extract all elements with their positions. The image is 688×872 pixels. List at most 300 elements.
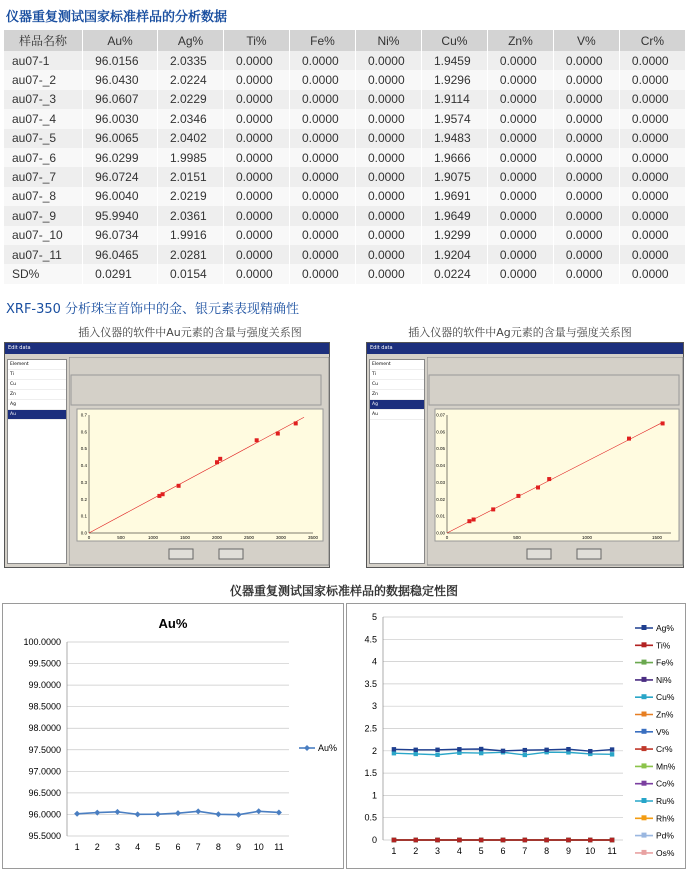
data-point [610, 752, 614, 756]
table-header-cell: 样品名称 [4, 30, 83, 51]
data-point [414, 748, 418, 752]
table-cell: 0.0000 [619, 109, 685, 128]
data-point [414, 838, 418, 842]
table-cell: 0.0000 [289, 245, 355, 264]
legend-marker [642, 694, 647, 699]
table-cell: 2.0281 [158, 245, 224, 264]
table-cell: 0.0000 [487, 226, 553, 245]
y-tick-label: 0.6 [80, 429, 87, 435]
data-point [479, 747, 483, 751]
data-point [236, 812, 242, 818]
legend-marker [642, 729, 647, 734]
x-tick-label: 500 [513, 535, 521, 540]
x-tick-label: 9 [565, 846, 571, 856]
table-cell: 0.0000 [553, 70, 619, 89]
data-point [523, 748, 527, 752]
table-cell: 96.0734 [83, 226, 158, 245]
table-cell: 1.9666 [421, 148, 487, 167]
table-body [4, 51, 686, 284]
data-table [4, 30, 686, 284]
table-cell: 0.0000 [619, 90, 685, 109]
table-cell: 0.0000 [289, 109, 355, 128]
x-tick-label: 8 [544, 846, 550, 856]
data-point [536, 485, 540, 489]
table-cell: 0.0000 [487, 187, 553, 206]
table-cell: 1.9916 [158, 226, 224, 245]
y-tick-label: 1 [371, 790, 377, 801]
table-cell: 2.0361 [158, 206, 224, 225]
table-cell: 2.0402 [158, 129, 224, 148]
table-cell: 0.0000 [355, 70, 421, 89]
table-cell: 0.0000 [487, 70, 553, 89]
table-row [4, 148, 686, 167]
table-cell: 0.0000 [289, 51, 355, 70]
table-cell: 0.0000 [223, 245, 289, 264]
table-cell: 0.0000 [487, 245, 553, 264]
x-tick-label: 9 [236, 842, 242, 852]
table-cell: 0.0000 [289, 148, 355, 167]
data-point [215, 811, 221, 817]
table-cell: 0.0000 [355, 245, 421, 264]
table-cell: 0.0000 [619, 129, 685, 148]
data-point [491, 507, 495, 511]
y-tick-label: 0.04 [436, 463, 445, 469]
x-tick-label: 10 [253, 842, 264, 852]
y-tick-label: 4 [371, 656, 377, 667]
table-cell: 0.0000 [223, 70, 289, 89]
table-cell: 0.0000 [355, 206, 421, 225]
calibration-panel-au [69, 357, 331, 567]
table-cell: 0.0000 [619, 226, 685, 245]
x-tick-label: 10 [585, 846, 596, 856]
table-cell: 0.0000 [223, 206, 289, 225]
y-tick-label: 0.02 [436, 496, 445, 502]
table-header-cell: Ag% [158, 30, 224, 51]
data-point [544, 748, 548, 752]
table-cell: 1.9691 [421, 187, 487, 206]
table-cell: 0.0000 [289, 264, 355, 283]
y-tick-label: 99.5000 [28, 658, 61, 669]
y-tick-label: 0.03 [436, 479, 445, 485]
x-tick-label: 6 [175, 842, 181, 852]
data-point [256, 808, 262, 814]
y-tick-label: 4.5 [364, 634, 377, 645]
table-cell: au07-_11 [4, 245, 83, 264]
table-cell: au07-_6 [4, 148, 83, 167]
table-cell: 2.0229 [158, 90, 224, 109]
data-point [547, 477, 551, 481]
table-cell: 0.0000 [553, 245, 619, 264]
table-row [4, 264, 686, 283]
table-row [4, 109, 686, 128]
table-row [4, 167, 686, 186]
table-cell: 0.0000 [553, 187, 619, 206]
legend-marker [642, 850, 647, 855]
table-header-cell: Cr% [619, 30, 685, 51]
table-cell: 2.0219 [158, 187, 224, 206]
table-cell: 0.0000 [487, 129, 553, 148]
table-cell: 2.0224 [158, 70, 224, 89]
data-point [392, 751, 396, 755]
table-row [4, 129, 686, 148]
x-tick-label: 3 [435, 846, 441, 856]
legend-marker [642, 798, 647, 803]
y-tick-label: 0.3 [80, 479, 87, 485]
data-point [501, 749, 505, 753]
y-tick-label: 98.5000 [28, 701, 61, 712]
data-point [472, 518, 476, 522]
table-cell: 0.0000 [487, 109, 553, 128]
x-tick-label: 2500 [243, 535, 255, 540]
table-cell: 0.0000 [355, 129, 421, 148]
y-tick-label: 96.0000 [28, 809, 61, 820]
table-cell: 2.0346 [158, 109, 224, 128]
y-tick-label: 95.5000 [28, 831, 61, 841]
data-point [392, 747, 396, 751]
y-tick-label: 0.5 [364, 812, 377, 823]
x-tick-label: 6 [500, 846, 506, 856]
legend-label: Cu% [656, 692, 675, 703]
table-cell: au07-_3 [4, 90, 83, 109]
table-cell: 0.0000 [487, 51, 553, 70]
table-title: 仪器重复测试国家标准样品的分析数据 [6, 10, 228, 25]
y-tick-label: 96.5000 [28, 787, 61, 798]
table-header-cell: Fe% [289, 30, 355, 51]
window-titlebar: Edit data [367, 343, 683, 354]
table-cell: 96.0607 [83, 90, 158, 109]
element-list[interactable]: Element Ti Cu Zn Ag Au [7, 359, 67, 564]
y-tick-label: 0.00 [436, 530, 445, 536]
table-header-cell: V% [553, 30, 619, 51]
calibration-panel-ag [427, 357, 685, 567]
x-tick-label: 1 [74, 842, 80, 852]
table-cell: 0.0154 [158, 264, 224, 283]
x-tick-label: 1 [391, 846, 397, 856]
x-tick-label: 4 [135, 842, 141, 852]
legend-marker [642, 625, 647, 630]
table-cell: 0.0000 [553, 90, 619, 109]
legend-label: Fe% [656, 657, 674, 668]
stability-title: 仪器重复测试国家标准样品的数据稳定性图 [229, 584, 458, 598]
table-cell: au07-_5 [4, 129, 83, 148]
x-tick-label: 1500 [651, 535, 663, 540]
x-tick-label: 0 [445, 535, 449, 540]
x-tick-label: 11 [274, 842, 284, 852]
data-point [435, 748, 439, 752]
table-cell: 95.9940 [83, 206, 158, 225]
data-point [74, 811, 80, 817]
table-header-cell: Ti% [223, 30, 289, 51]
legend-marker [304, 745, 310, 751]
data-point [177, 484, 181, 488]
y-tick-label: 0.06 [436, 429, 445, 435]
data-point [661, 421, 665, 425]
table-cell: 96.0299 [83, 148, 158, 167]
table-cell: 1.9296 [421, 70, 487, 89]
table-cell: 0.0000 [487, 148, 553, 167]
table-cell: 0.0000 [223, 51, 289, 70]
data-point [457, 747, 461, 751]
table-cell: 0.0000 [355, 264, 421, 283]
table-cell: 0.0000 [619, 167, 685, 186]
legend-marker [642, 781, 647, 786]
y-tick-label: 98.0000 [28, 723, 61, 734]
y-tick-label: 5 [371, 612, 377, 622]
table-cell: 1.9985 [158, 148, 224, 167]
data-point [479, 751, 483, 755]
caption-ag: 插入仪器的软件中Ag元素的含量与强度关系图 [408, 326, 632, 339]
data-point [516, 494, 520, 498]
table-cell: 0.0000 [223, 109, 289, 128]
x-tick-label: 1000 [581, 535, 593, 540]
table-cell: 0.0000 [223, 167, 289, 186]
data-point [610, 838, 614, 842]
table-cell: 0.0000 [223, 226, 289, 245]
y-tick-label: 0.07 [436, 412, 445, 418]
table-header-cell: Cu% [421, 30, 487, 51]
y-tick-label: 0.7 [80, 412, 87, 418]
table-row [4, 90, 686, 109]
table-header-cell: Au% [83, 30, 158, 51]
table-cell: 0.0000 [355, 148, 421, 167]
y-tick-label: 0.5 [80, 446, 87, 452]
y-tick-label: 0.2 [80, 496, 87, 502]
table-cell: 0.0000 [355, 226, 421, 245]
legend-marker [642, 763, 647, 768]
table-cell: 0.0000 [553, 109, 619, 128]
table-header-row [4, 30, 686, 51]
table-cell: 1.9483 [421, 129, 487, 148]
data-point [435, 838, 439, 842]
table-cell: 0.0000 [289, 187, 355, 206]
data-point [218, 457, 222, 461]
table-cell: 0.0000 [553, 148, 619, 167]
y-tick-label: 97.5000 [28, 744, 61, 755]
table-cell: 0.0000 [619, 206, 685, 225]
window-titlebar: Edit data [5, 343, 329, 354]
table-cell: 0.0000 [487, 167, 553, 186]
y-tick-label: 99.0000 [28, 680, 61, 691]
table-cell: au07-_10 [4, 226, 83, 245]
table-cell: 0.0000 [289, 70, 355, 89]
table-cell: 0.0000 [223, 264, 289, 283]
data-point [501, 838, 505, 842]
table-cell: 0.0000 [619, 51, 685, 70]
chart-title: Au% [158, 616, 188, 631]
table-cell: 0.0000 [223, 129, 289, 148]
data-point [523, 753, 527, 757]
table-cell: SD% [4, 264, 83, 283]
data-point [392, 838, 396, 842]
au-chart-panel [2, 603, 344, 869]
x-tick-label: 2 [413, 846, 419, 856]
y-tick-label: 0.01 [436, 513, 445, 519]
data-point [161, 492, 165, 496]
legend-label: Zn% [656, 709, 674, 720]
y-tick-label: 2 [371, 745, 377, 756]
data-point [467, 519, 471, 523]
data-point [435, 753, 439, 757]
legend-label: V% [656, 726, 670, 737]
table-cell: 0.0000 [355, 109, 421, 128]
table-cell: 2.0335 [158, 51, 224, 70]
legend-label: Co% [656, 778, 675, 789]
table-cell: 0.0000 [223, 187, 289, 206]
y-tick-label: 0.4 [80, 463, 87, 469]
table-cell: 96.0156 [83, 51, 158, 70]
caption-au: 插入仪器的软件中Au元素的含量与强度关系图 [78, 326, 302, 339]
table-cell: 0.0000 [553, 206, 619, 225]
data-point [627, 437, 631, 441]
table-cell: 0.0000 [553, 51, 619, 70]
x-tick-label: 500 [117, 535, 125, 540]
legend-label: Cr% [656, 744, 673, 755]
x-tick-label: 7 [195, 842, 201, 852]
table-row [4, 70, 686, 89]
x-tick-label: 7 [522, 846, 528, 856]
x-tick-label: 2000 [211, 535, 223, 540]
element-list[interactable]: Element Ti Cu Zn Ag Au [369, 359, 425, 564]
table-cell: 0.0000 [355, 90, 421, 109]
y-tick-label: 0.1 [80, 513, 87, 519]
table-cell: 0.0000 [355, 187, 421, 206]
data-point [195, 808, 201, 814]
data-point [566, 747, 570, 751]
table-cell: 1.9574 [421, 109, 487, 128]
table-cell: 0.0000 [619, 187, 685, 206]
x-tick-label: 1500 [179, 535, 191, 540]
table-cell: au07-_8 [4, 187, 83, 206]
table-cell: 0.0224 [421, 264, 487, 283]
legend-marker [642, 746, 647, 751]
table-cell: 0.0000 [487, 206, 553, 225]
table-cell: 1.9075 [421, 167, 487, 186]
calibration-window-au [4, 342, 330, 568]
table-row [4, 206, 686, 225]
table-cell: 96.0430 [83, 70, 158, 89]
data-point [175, 810, 181, 816]
x-tick-label: 5 [155, 842, 161, 852]
y-tick-label: 0.05 [436, 446, 445, 452]
legend-marker [642, 677, 647, 682]
x-tick-label: 3000 [275, 535, 287, 540]
table-cell: 0.0000 [487, 90, 553, 109]
y-tick-label: 3.5 [364, 678, 377, 689]
elements-chart-panel [346, 603, 686, 869]
table-cell: 96.0724 [83, 167, 158, 186]
x-tick-label: 5 [478, 846, 484, 856]
y-tick-label: 0.0 [80, 530, 87, 536]
table-cell: 0.0000 [487, 264, 553, 283]
legend-label: Pd% [656, 830, 674, 841]
data-point [294, 421, 298, 425]
legend-label: Ag% [656, 623, 674, 633]
section-title: XRF-350 分析珠宝首饰中的金、银元素表现精确性 [6, 302, 300, 317]
data-point [114, 809, 120, 815]
data-point [155, 811, 161, 817]
legend-label: Ti% [656, 640, 671, 651]
data-point [457, 838, 461, 842]
legend-marker [642, 642, 647, 647]
table-cell: 1.9649 [421, 206, 487, 225]
legend-label: Ru% [656, 796, 675, 806]
elements-line-chart [347, 604, 685, 868]
legend-marker [642, 833, 647, 838]
table-row [4, 245, 686, 264]
legend-label: Rh% [656, 813, 675, 824]
table-cell: 0.0000 [355, 51, 421, 70]
legend-marker [642, 815, 647, 820]
table-cell: 0.0000 [289, 167, 355, 186]
table-cell: 0.0000 [289, 90, 355, 109]
table-cell: 0.0000 [553, 264, 619, 283]
table-cell: 96.0040 [83, 187, 158, 206]
legend-label: Mn% [656, 761, 676, 772]
table-cell: 96.0030 [83, 109, 158, 128]
data-point [255, 438, 259, 442]
x-tick-label: 0 [87, 535, 91, 540]
table-cell: au07-_4 [4, 109, 83, 128]
data-point [523, 838, 527, 842]
table-header-cell: Ni% [355, 30, 421, 51]
legend-marker [642, 660, 647, 665]
table-cell: 0.0000 [355, 167, 421, 186]
x-tick-label: 1000 [147, 535, 159, 540]
table-cell: au07-_9 [4, 206, 83, 225]
y-tick-label: 1.5 [364, 768, 377, 779]
table-cell: 1.9299 [421, 226, 487, 245]
x-tick-label: 8 [215, 842, 221, 852]
legend-marker [642, 712, 647, 717]
data-point [588, 749, 592, 753]
table-cell: au07-_2 [4, 70, 83, 89]
data-point [544, 838, 548, 842]
table-cell: 0.0000 [223, 148, 289, 167]
y-tick-label: 0 [371, 835, 377, 845]
table-header-cell: Zn% [487, 30, 553, 51]
table-cell: 0.0000 [289, 226, 355, 245]
table-cell: 96.0465 [83, 245, 158, 264]
x-tick-label: 3500 [307, 535, 319, 540]
table-cell: 0.0000 [289, 206, 355, 225]
y-tick-label: 97.0000 [28, 766, 61, 777]
table-cell: 0.0000 [553, 226, 619, 245]
table-row [4, 226, 686, 245]
table-cell: 1.9114 [421, 90, 487, 109]
data-point [276, 432, 280, 436]
table-cell: 0.0000 [619, 70, 685, 89]
data-point [588, 838, 592, 842]
table-cell: 0.0291 [83, 264, 158, 283]
y-tick-label: 3 [371, 701, 377, 712]
table-cell: 0.0000 [553, 129, 619, 148]
au-line-chart [3, 604, 343, 868]
table-row [4, 187, 686, 206]
legend-label: Os% [656, 847, 675, 858]
table-cell: 0.0000 [619, 245, 685, 264]
x-tick-label: 11 [607, 846, 617, 856]
data-point [414, 752, 418, 756]
table-cell: au07-1 [4, 51, 83, 70]
data-point [479, 838, 483, 842]
data-point [610, 747, 614, 751]
x-tick-label: 3 [114, 842, 120, 852]
y-tick-label: 2.5 [364, 723, 377, 734]
table-cell: au07-_7 [4, 167, 83, 186]
table-cell: 0.0000 [289, 129, 355, 148]
table-cell: 0.0000 [553, 167, 619, 186]
table-cell: 1.9459 [421, 51, 487, 70]
